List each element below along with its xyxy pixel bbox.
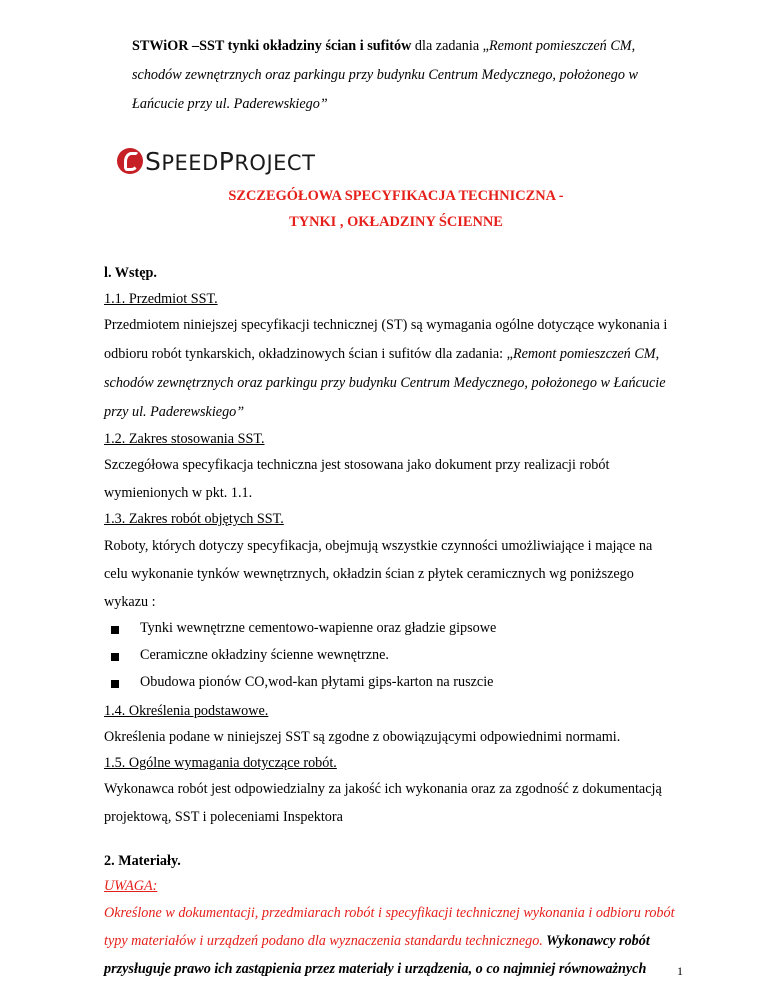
header-line-3 <box>132 96 688 113</box>
header-plain: dla zadania „ <box>411 38 489 54</box>
note-red-line-1: Określone w dokumentacji, przedmiarach robót i specyfikacji technicznej wykonania i odbioru robót <box>104 905 675 921</box>
s11-line-4: przy ul. Paderewskiego” <box>104 404 245 420</box>
header-italic-1: Remont pomieszczeń CM, <box>488 38 636 54</box>
s12-line-1: Szczegółowa specyfikacja techniczna jest stosowana jako dokument przy realizacji robót <box>104 457 610 473</box>
section-2-heading: 2. Materiały. <box>104 853 181 869</box>
header-italic-3: Łańcucie przy ul. Paderewskiego” <box>132 96 328 112</box>
s13-line-3: wykazu : <box>104 594 156 610</box>
s12-line-2: wymienionych w pkt. 1.1. <box>104 485 253 501</box>
section-1-4-heading: 1.4. Określenia podstawowe. <box>104 703 269 719</box>
section-1-heading: l. Wstęp. <box>104 265 157 281</box>
s11-line-2: odbioru robót tynkarskich, okładzinowych ścian i sufitów dla zadania: „Remont pomieszczeń CM, <box>104 346 660 362</box>
spec-title-line-2: TYNKI , OKŁADZINY ŚCIENNE <box>289 214 503 230</box>
section-1-3-heading: 1.3. Zakres robót objętych SST. <box>104 511 284 527</box>
list-item: Tynki wewnętrzne cementowo-wapienne oraz gładzie gipsowe <box>140 620 497 636</box>
logo-text: SPEEDPROJECT <box>145 146 316 176</box>
section-1-1-heading: 1.1. Przedmiot SST. <box>104 291 218 307</box>
header-line-2 <box>132 67 688 84</box>
s13-line-2: celu wykonanie tynków wewnętrznych, okładzin ścian z płytek ceramicznych wg poniższego <box>104 566 634 582</box>
speedproject-logo <box>117 145 315 177</box>
bullet-square-icon <box>111 626 119 634</box>
list-item: Obudowa pionów CO,wod-kan płytami gips-karton na ruszcie <box>140 674 494 690</box>
spec-title-line-1: SZCZEGÓŁOWA SPECYFIKACJA TECHNICZNA - <box>228 188 564 204</box>
header-line-1 <box>132 38 688 55</box>
s15-line-1: Wykonawca robót jest odpowiedzialny za jakość ich wykonania oraz za zgodność z dokumentacją <box>104 781 662 797</box>
s11-line-1: Przedmiotem niniejszej specyfikacji technicznej (ST) są wymagania ogólne dotyczące wykonania i <box>104 317 668 333</box>
s13-line-1: Roboty, których dotyczy specyfikacja, obejmują wszystkie czynności umożliwiające i mające na <box>104 538 653 554</box>
bullet-square-icon <box>111 653 119 661</box>
header-italic-2: schodów zewnętrznych oraz parkingu przy budynku Centrum Medycznego, położonego w <box>132 67 638 83</box>
note-bold-line-3: przysługuje prawo ich zastąpienia przez materiały i urządzenia, o co najmniej równoważnych <box>104 961 647 977</box>
note-line-2: typy materiałów i urządzeń podano dla wyznaczenia standardu technicznego. Wykonawcy robót <box>104 933 650 949</box>
section-1-5-heading: 1.5. Ogólne wymagania dotyczące robót. <box>104 755 337 771</box>
note-label: UWAGA: <box>104 878 158 894</box>
s15-line-2: projektową, SST i poleceniami Inspektora <box>104 809 343 825</box>
speedproject-logo-mark-icon <box>117 148 143 174</box>
s14-line-1: Określenia podane w niniejszej SST są zgodne z obowiązującymi odpowiednimi normami. <box>104 729 621 745</box>
section-1-2-heading: 1.2. Zakres stosowania SST. <box>104 431 265 447</box>
list-item: Ceramiczne okładziny ścienne wewnętrzne. <box>140 647 389 663</box>
page-number: 1 <box>677 964 683 978</box>
header-bold: STWiOR –SST tynki okładziny ścian i sufitów <box>132 38 412 54</box>
bullet-square-icon <box>111 680 119 688</box>
s11-line-3: schodów zewnętrznych oraz parkingu przy budynku Centrum Medycznego, położonego w Łańcucie <box>104 375 666 391</box>
